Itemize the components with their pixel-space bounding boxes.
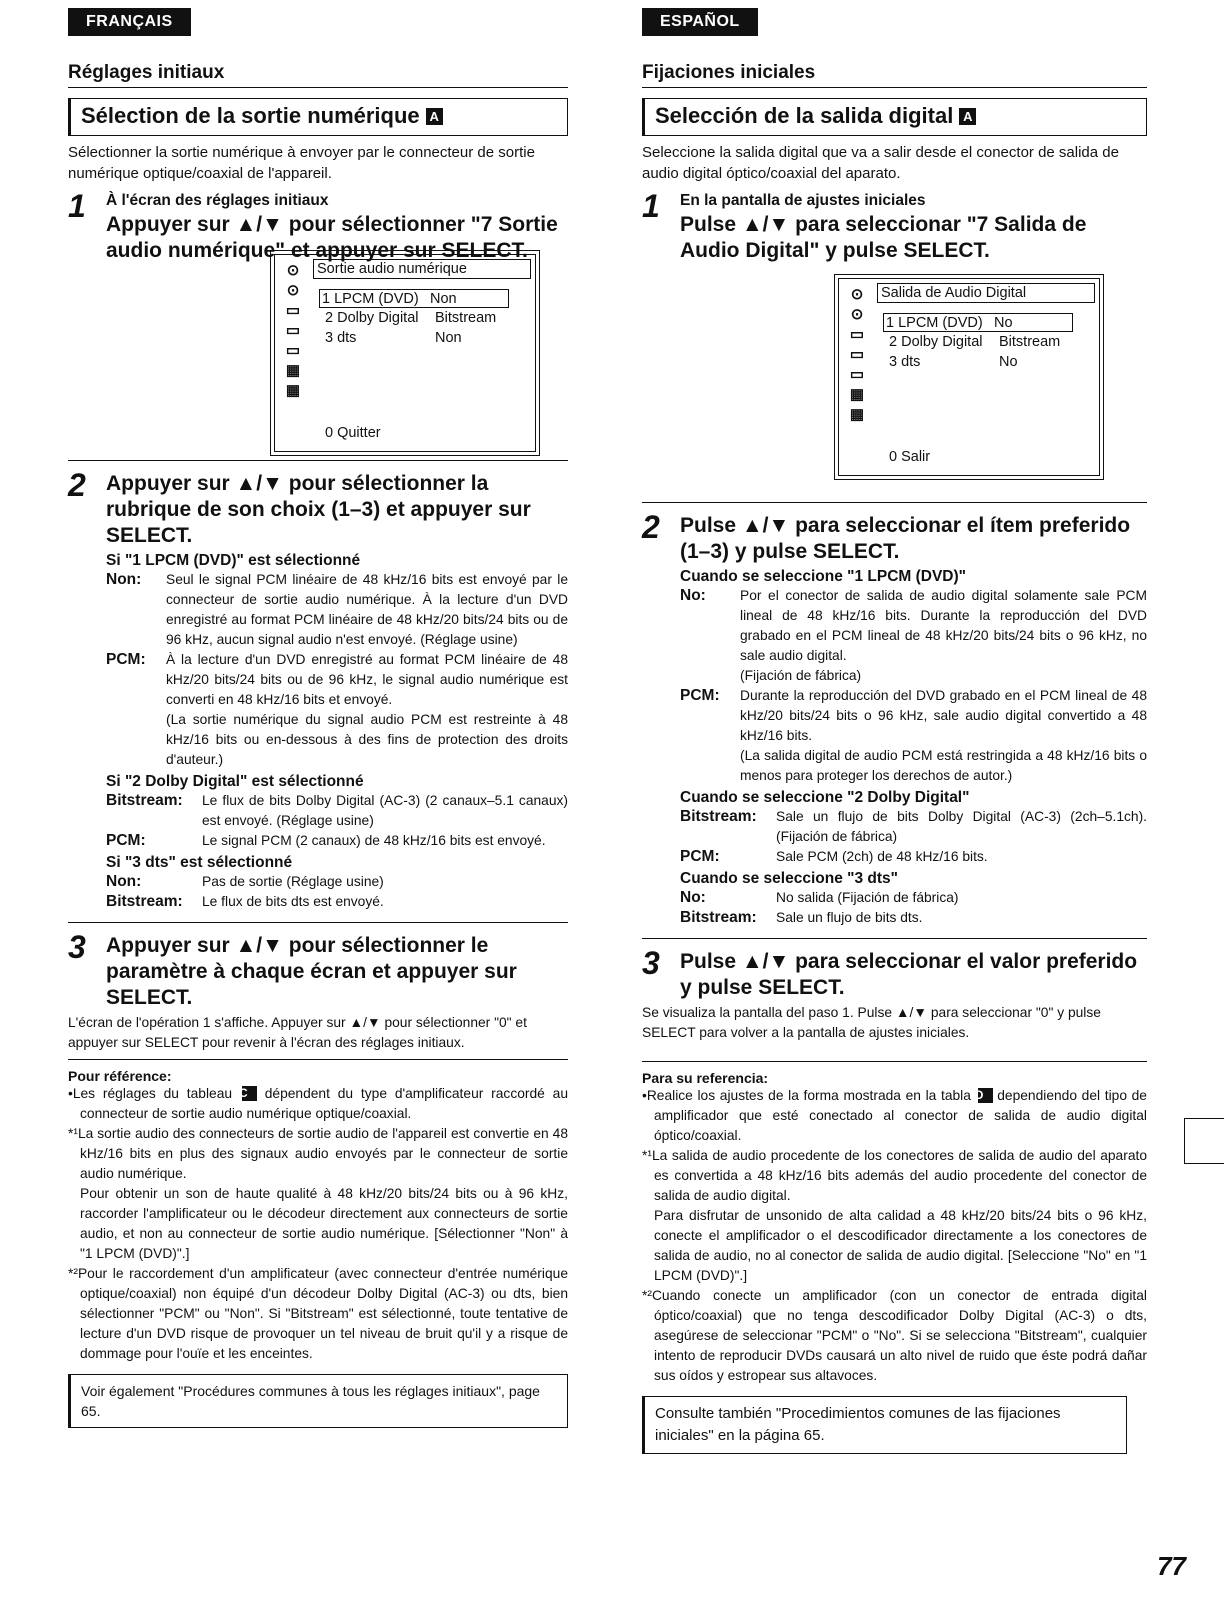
see-also-box: Consulte también "Procedimientos comunes de las fijaciones iniciales" en la página 65. <box>642 1396 1127 1454</box>
divider <box>642 502 1147 503</box>
condition-heading: Si "1 LPCM (DVD)" est sélectionné <box>106 552 361 569</box>
step-number: 2 <box>642 509 660 545</box>
reference-footnote: *²Pour le raccordement d'un amplificateur (avec connecteur d'entrée numérique optique/coaxial) non équipé d'un décodeur Dolby Digital (AC-3) ou dts, bien sélectionner "PCM" ou "Non". Si "Bitstream" est sélectionné, toute tentative de lecture d'un DVD risque de provoquer un tel niveau de bruit qu'il y a risque de dommage pour l'ouïe et les enceintes. <box>68 1266 568 1361</box>
definition-row <box>680 686 1147 786</box>
definition-row <box>106 892 568 912</box>
menu-option-selected[interactable] <box>319 289 509 308</box>
option-label: 2 Dolby Digital <box>325 310 419 326</box>
definition-text: Le signal PCM (2 canaux) de 48 kHz/16 bits est envoyé. <box>202 833 546 848</box>
section-title: Fijaciones iniciales <box>642 62 1147 88</box>
option-value: Bitstream <box>999 334 1061 350</box>
definition-note: (Fijación de fábrica) <box>740 668 862 683</box>
step-number: 3 <box>68 929 86 965</box>
definition-row <box>106 831 568 851</box>
divider <box>642 1061 1147 1062</box>
bullet-text-post: dépendent du type d'amplificateur raccordé au connecteur de sortie audio numérique optique/coaxial. <box>80 1086 568 1121</box>
definition-text: Sale PCM (2ch) de 48 kHz/16 bits. <box>776 849 988 864</box>
see-also-box: Voir également "Procédures communes à tous les réglages initiaux", page 65. <box>68 1374 568 1428</box>
screen-title: Sortie audio numérique <box>313 259 531 279</box>
definition-text <box>166 650 568 770</box>
language-tab: ESPAÑOL <box>642 8 758 36</box>
definition-key: Bitstream: <box>680 808 757 825</box>
definition-row <box>680 908 1147 928</box>
condition-heading: Si "2 Dolby Digital" est sélectionné <box>106 773 364 790</box>
osd-screen-inner <box>274 254 536 452</box>
reference-footnote: *¹La sortie audio des connecteurs de sortie audio de l'appareil est convertie en 48 kHz/16 bits en plus des signaux audio envoyés par le connecteur de sortie audio numérique. <box>68 1126 568 1181</box>
definition-key: PCM: <box>106 651 146 668</box>
definition-row <box>680 807 1147 847</box>
definition-row <box>680 847 1147 867</box>
option-value: Bitstream <box>435 310 497 326</box>
quit-option[interactable]: 0 Quitter <box>325 425 381 441</box>
grid-icon: ▦ <box>849 406 865 423</box>
definition-key: Bitstream: <box>680 909 757 926</box>
menu-option[interactable] <box>889 333 1061 352</box>
tape-icon: ▭ <box>849 326 865 343</box>
menu-option[interactable] <box>325 329 462 348</box>
step-instruction: Pulse ▲/▼ para seleccionar el valor preferido y pulse SELECT. <box>680 950 1138 999</box>
step-2 <box>642 509 1147 928</box>
tape-icon: ▭ <box>285 322 301 339</box>
step-instruction: Appuyer sur ▲/▼ pour sélectionner la rubrique de son choix (1–3) et appuyer sur SELECT. <box>106 472 531 547</box>
grid-icon: ▦ <box>849 386 865 403</box>
menu-option[interactable] <box>325 309 497 328</box>
definition-key: Bitstream: <box>106 893 183 910</box>
quit-option[interactable]: 0 Salir <box>889 449 931 465</box>
reference-footnote: *²Cuando conecte un amplificador (con un conector de entrada digital óptico/coaxial) que no tenga descodificador Dolby Digital (AC-3) o dts, asegúrese de seleccionar "PCM" o "No". Si se selecciona "Bitstream", cualquier intento de reproducir DVDs causará un alto nivel de ruido que éste podrá dañar sus oídos y estropear sus altavoces. <box>642 1288 1147 1383</box>
disc-icon: ⊙ <box>850 306 864 323</box>
definition-note: (La salida digital de audio PCM está restringida a 48 kHz/16 bits o menos para proteger los derechos de autor.) <box>740 748 1147 783</box>
menu-icons <box>279 261 307 401</box>
step-number: 2 <box>68 467 86 503</box>
definition-key: Non: <box>106 571 142 588</box>
definition-row <box>680 888 1147 908</box>
divider <box>68 922 568 923</box>
step-subtitle: À l'écran des réglages initiaux <box>106 192 329 209</box>
step-number: 3 <box>642 945 660 981</box>
definition-text <box>740 686 1147 786</box>
definition-key: PCM: <box>680 848 720 865</box>
bullet-text-post: dependiendo del tipo de amplificador que esté conectado al conector de salida de audio digital óptico/coaxial. <box>654 1088 1147 1143</box>
step-instruction: Pulse ▲/▼ para seleccionar "7 Salida de Audio Digital" y pulse SELECT. <box>680 213 1087 262</box>
definition-key: Non: <box>106 873 142 890</box>
option-label: 2 Dolby Digital <box>889 334 983 350</box>
bullet-text-pre: •Realice los ajustes de la forma mostrada en la tabla <box>642 1088 971 1103</box>
column-spanish <box>642 8 1147 1454</box>
tape-icon: ▭ <box>849 366 865 383</box>
tape-icon: ▭ <box>285 302 301 319</box>
table-badge: A <box>959 108 976 125</box>
step-body: L'écran de l'opération 1 s'affiche. Appuyer sur ▲/▼ pour sélectionner "0" et appuyer sur SELECT pour revenir à l'écran des réglages initiaux. <box>68 1015 527 1050</box>
heading-text: Selección de la salida digital <box>655 103 954 128</box>
step-instruction: Appuyer sur ▲/▼ pour sélectionner "7 Sortie audio numérique" et appuyer sur SELECT. <box>106 213 558 262</box>
divider <box>68 1059 568 1060</box>
reference-footnote: *¹La salida de audio procedente de los conectores de salida de audio del aparato es convertida a 48 kHz/16 bits además del audio procedente del conector de salida de audio digital. <box>642 1148 1147 1203</box>
definition-note: (La sortie numérique du signal audio PCM est restreinte à 48 kHz/16 bits ou en-dessous à des fins de protection des droits d'auteur.) <box>166 712 568 767</box>
definition-text: Le flux de bits Dolby Digital (AC-3) (2 canaux–5.1 canaux) est envoyé. (Réglage usine) <box>202 793 568 828</box>
grid-icon: ▦ <box>285 362 301 379</box>
definition-text: Pas de sortie (Réglage usine) <box>202 874 384 889</box>
step-number: 1 <box>68 188 86 224</box>
disc-icon: ⊙ <box>286 282 300 299</box>
step-subtitle: En la pantalla de ajustes iniciales <box>680 192 926 209</box>
definition-text: No salida (Fijación de fábrica) <box>776 890 959 905</box>
reference-notes <box>68 1068 568 1364</box>
step-3 <box>68 929 568 1011</box>
side-tab-marker <box>1184 1118 1224 1164</box>
table-badge: D <box>978 1088 993 1103</box>
tape-icon: ▭ <box>849 346 865 363</box>
disc-icon: ⊙ <box>286 262 300 279</box>
menu-option-selected[interactable] <box>883 313 1073 332</box>
section-title: Réglages initiaux <box>68 62 568 88</box>
step-body: Se visualiza la pantalla del paso 1. Pulse ▲/▼ para seleccionar "0" y pulse SELECT para volver a la pantalla de ajustes iniciales. <box>642 1005 1101 1040</box>
step-3 <box>642 945 1147 1001</box>
condition-heading: Cuando se seleccione "2 Dolby Digital" <box>680 789 970 806</box>
option-value: Non <box>430 291 457 307</box>
condition-heading: Si "3 dts" est sélectionné <box>106 854 293 871</box>
step-1 <box>642 188 1147 264</box>
definition-key: No: <box>680 587 706 604</box>
reference-notes <box>642 1070 1147 1386</box>
step-number: 1 <box>642 188 660 224</box>
osd-screen-inner <box>838 278 1100 476</box>
definition-key: No: <box>680 889 706 906</box>
definition-row <box>106 650 568 770</box>
menu-option[interactable] <box>889 353 1018 372</box>
option-value: No <box>999 354 1018 370</box>
column-french <box>68 8 568 1428</box>
reference-bullet <box>68 1084 568 1124</box>
definition-row <box>106 872 568 892</box>
reference-heading: Para su referencia: <box>642 1070 769 1086</box>
divider <box>68 460 568 461</box>
reference-footnote-detail: Pour obtenir un son de haute qualité à 48 kHz/20 bits/24 bits ou à 96 kHz, raccorder l'amplificateur ou le décodeur directement aux connecteurs de sortie audio, et non au connecteur de sortie audio numérique. [Sélectionner "Non" à "1 LPCM (DVD)".] <box>80 1186 568 1261</box>
option-value: Non <box>435 330 462 346</box>
tape-icon: ▭ <box>285 342 301 359</box>
definition-key: Bitstream: <box>106 792 183 809</box>
condition-heading: Cuando se seleccione "1 LPCM (DVD)" <box>680 568 967 585</box>
definition-text-main: À la lecture d'un DVD enregistré au format PCM linéaire de 48 kHz/20 bits/24 bits ou de 96 kHz, le signal audio numérique est converti en 48 kHz/16 bits et envoyé. <box>166 652 568 707</box>
osd-screen <box>270 250 540 456</box>
osd-screen <box>834 274 1104 480</box>
definition-text: Sale un flujo de bits Dolby Digital (AC-3) (2ch–5.1ch). (Fijación de fábrica) <box>776 809 1147 844</box>
reference-heading: Pour référence: <box>68 1068 172 1084</box>
menu-icons <box>843 285 871 425</box>
intro-text: Sélectionner la sortie numérique à envoyer par le connecteur de sortie numérique optique/coaxial de l'appareil. <box>68 144 535 182</box>
step-instruction: Appuyer sur ▲/▼ pour sélectionner le paramètre à chaque écran et appuyer sur SELECT. <box>106 934 517 1009</box>
definition-text-main: Por el conector de salida de audio digital solamente sale PCM lineal de 48 kHz/16 bits. Durante la reproducción del DVD grabado en el PCM lineal de 48 kHz/20 bits/24 bits o 96 kHz, no sale audio digital. <box>740 588 1147 663</box>
bullet-text-pre: •Les réglages du tableau <box>68 1086 233 1101</box>
reference-bullet <box>642 1086 1147 1146</box>
disc-icon: ⊙ <box>850 286 864 303</box>
definition-text-main: Durante la reproducción del DVD grabado en el PCM lineal de 48 kHz/20 bits/24 bits o 96 kHz, sale audio digital convertido a 48 kHz/16 bits. <box>740 688 1147 743</box>
option-label: 3 dts <box>325 330 357 346</box>
condition-heading: Cuando se seleccione "3 dts" <box>680 870 898 887</box>
reference-footnote-detail: Para disfrutar de unsonido de alta calidad a 48 kHz/20 bits/24 bits o 96 kHz, conecte el amplificador o el descodificador directamente a los conectores de salida de audio, no al conector de salida de audio digital. [Seleccione "No" en "1 LPCM (DVD)".] <box>654 1208 1147 1283</box>
definition-text: Le flux de bits dts est envoyé. <box>202 894 384 909</box>
definition-text: Sale un flujo de bits dts. <box>776 910 923 925</box>
definition-text: Seul le signal PCM linéaire de 48 kHz/16 bits est envoyé par le connecteur de sortie audio numérique. À la lecture d'un DVD enregistré au format PCM linéaire de 48 kHz/20 bits/24 bits ou de 96 kHz, aucun signal audio n'est envoyé. (Réglage usine) <box>166 572 568 647</box>
definition-row <box>680 586 1147 686</box>
heading-box <box>68 98 568 136</box>
grid-icon: ▦ <box>285 382 301 399</box>
definition-row <box>106 791 568 831</box>
table-badge: A <box>426 108 443 125</box>
language-tab: FRANÇAIS <box>68 8 191 36</box>
step-2 <box>68 467 568 912</box>
heading-box <box>642 98 1147 136</box>
definition-row <box>106 570 568 650</box>
divider <box>642 938 1147 939</box>
table-badge: C <box>242 1086 257 1101</box>
definition-text <box>740 586 1147 686</box>
option-label: 1 LPCM (DVD) <box>322 291 419 307</box>
option-value: No <box>994 315 1013 331</box>
page-number: 77 <box>1157 1551 1186 1581</box>
definition-key: PCM: <box>106 832 146 849</box>
option-label: 3 dts <box>889 354 921 370</box>
definition-key: PCM: <box>680 687 720 704</box>
intro-text: Seleccione la salida digital que va a salir desde el conector de salida de audio digital óptico/coaxial del aparato. <box>642 144 1119 182</box>
screen-title: Salida de Audio Digital <box>877 283 1095 303</box>
step-instruction: Pulse ▲/▼ para seleccionar el ítem preferido (1–3) y pulse SELECT. <box>680 514 1131 563</box>
option-label: 1 LPCM (DVD) <box>886 315 983 331</box>
heading-text: Sélection de la sortie numérique <box>81 103 420 128</box>
